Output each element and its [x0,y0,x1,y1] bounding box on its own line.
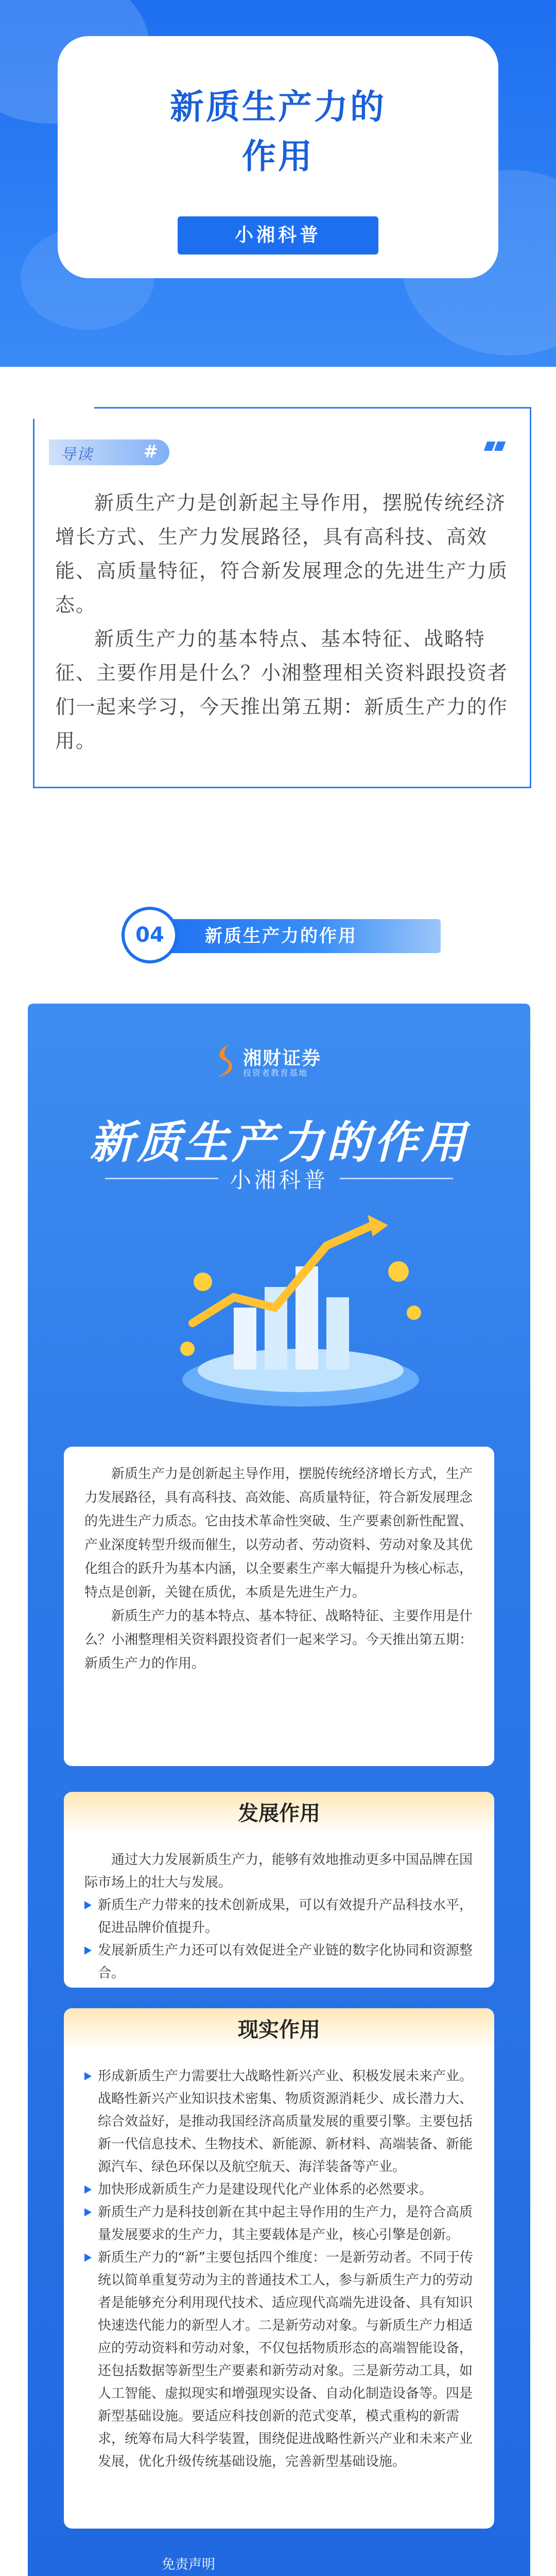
title-line-2: 作用 [242,137,314,176]
poster-disclaimer [64,2554,494,2576]
intro-paragraph: 新质生产力是创新起主导作用，摆脱传统经济增长方式、生产力发展路径，具有高科技、高效能、高质量特征，符合新发展理念的先进生产力质态。 [55,492,509,616]
section-number: 04 [121,907,178,963]
disclaimer-heading: 免责声明 [162,2557,216,2572]
page-title [58,82,498,181]
poster-title: 新质生产力的作用 [90,1117,468,1168]
bullet-item: 发展新质生产力还可以有效促进全产业链的数字化协同和资源整合。 [84,1939,474,1985]
xiangcai-logo-icon [213,1044,237,1078]
intro-paragraph: 新质生产力的基本特点、基本特征、战略特征、主要作用是什么？小湘整理相关资料跟投资者们一起来学习，今天推出第五期：新质生产力的作用。 [55,628,509,752]
bullet-item: 新质生产力的“新”主要包括四个维度：一是新劳动者。不同于传统以简单重复劳动为主的普通技术工人，参与新质生产力的劳动者是能够充分利用现代技术、适应现代高端先进设备、具有知识快速迭代能力的新型人才。二是新劳动对象。与新质生产力相适应的劳动资料和劳动对象，不仅包括物质形态的高端智能设备，还包括数据等新型生产要素和新劳动对象。三是新劳动工具，如人工智能、虚拟现实和增强现实设备、自动化制造设备等。四是新型基础设施。要适应科技创新的范式变革，模式重构的新需求，统筹布局大科学装置，围绕促进战略性新兴产业和未来产业发展，优化升级传统基础设施，完善新型基础设施。 [84,2246,474,2473]
bullet-item: 新质生产力带来的技术创新成果，可以有效提升产品科技水平，促进品牌价值提升。 [84,1894,474,1939]
title-line-1: 新质生产力的 [170,87,386,127]
poster-intro-card [64,1447,494,1766]
section-heading [121,907,441,963]
poster-paragraph: 新质生产力的基本特点、基本特征、战略特征、主要作用是什么？小湘整理相关资料跟投资者们一起来学习。今天推出第五期：新质生产力的作用。 [84,1608,473,1671]
section-label: 新质生产力的作用 [205,926,357,946]
poster-logo-sub: 投资者教育基地 [243,1068,308,1078]
intro-tag [49,439,169,465]
subtitle-bar: 小湘科普 [178,216,378,255]
poster-logo [213,1044,357,1080]
intro-box [33,407,531,788]
bullet-item: 加快形成新质生产力是建设现代化产业体系的必然要求。 [84,2178,474,2201]
header-banner [0,0,556,367]
box-notch [32,406,94,419]
development-paragraph: 通过大力发展新质生产力，能够有效地推动更多中国品牌在国际市场上的壮大与发展。 [84,1852,473,1890]
stripe-decor [483,442,514,453]
bullet-item: 形成新质生产力需要壮大战略性新兴产业、积极发展未来产业。战略性新兴产业知识技术密集、物质资源消耗少、成长潜力大、综合效益好，是推动我国经济高质量发展的重要引擎。主要包括新一代信息技术、生物技术、新能源、新材料、高端装备、新能源汽车、绿色环保以及航空航天、海洋装备等产业。 [84,2065,474,2178]
practical-heading: 现实作用 [64,2008,494,2052]
development-card [64,1792,494,1988]
bullet-item: 新质生产力是科技创新在其中起主导作用的生产力，是符合高质量发展要求的生产力，其主要载体是产业，核心引擎是创新。 [84,2201,474,2246]
poster-image [28,1004,530,2576]
intro-tag-text: 导读 [60,446,93,464]
hash-icon: # [143,442,158,462]
poster-author: 小湘科普 [229,1167,328,1193]
practical-card [64,2008,494,2529]
growth-chart-illustration [157,1210,445,1416]
poster-logo-name: 湘财证券 [243,1048,322,1069]
development-heading: 发展作用 [64,1792,494,1835]
poster-paragraph: 新质生产力是创新起主导作用，摆脱传统经济增长方式，生产力发展路径，具有高科技、高效能、高质量特征，符合新发展理念的先进生产力质态。它由技术革命性突破、生产要素创新性配置、产业深度转型升级而催生，以劳动者、劳动资料、劳动对象及其优化组合的跃升为基本内涵，以全要素生产率大幅提升为核心标志，特点是创新，关键在质优，本质是先进生产力。 [84,1466,473,1600]
intro-body [55,486,513,758]
